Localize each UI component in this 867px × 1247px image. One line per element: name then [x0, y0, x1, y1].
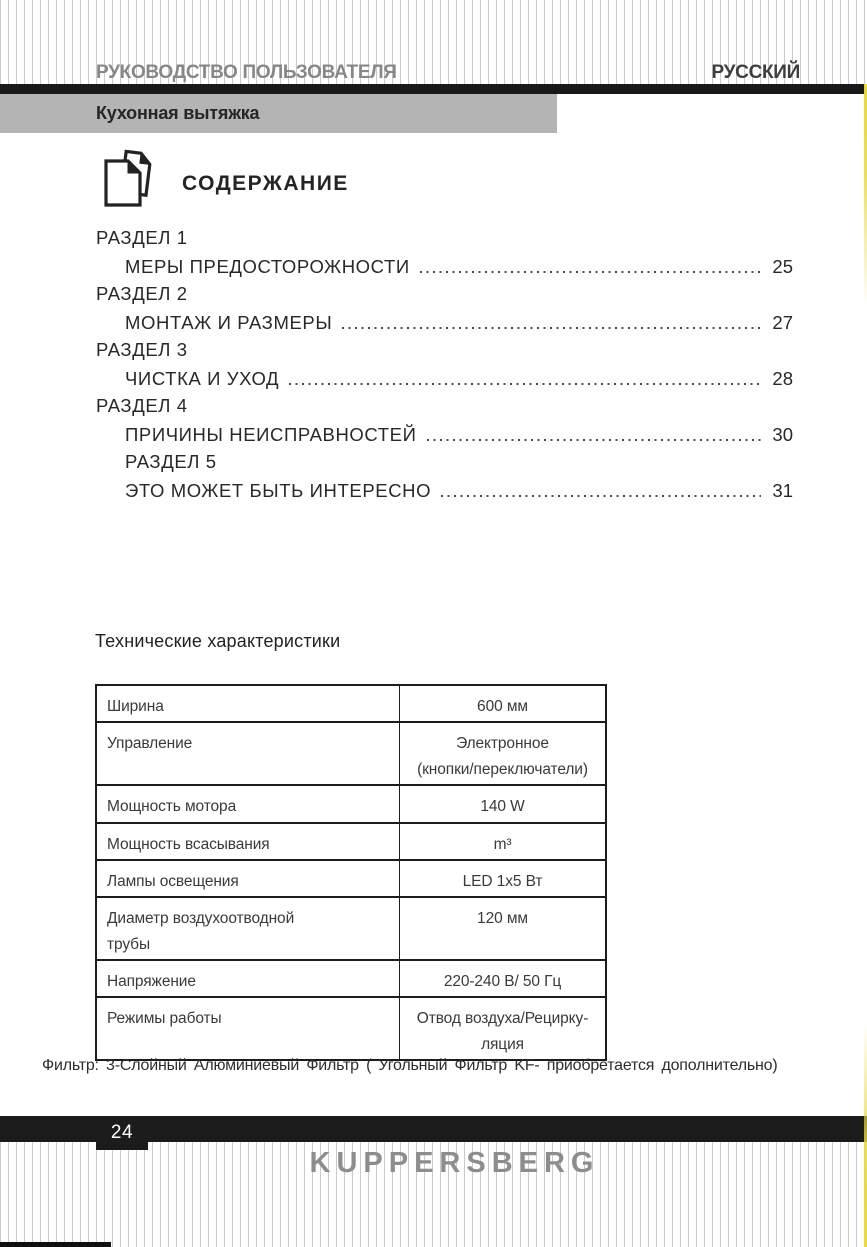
- spec-label-cell: [96, 960, 400, 997]
- spec-label: Ширина: [107, 698, 164, 715]
- spec-value: 120 мм: [477, 910, 528, 927]
- toc-leader-dots: [427, 438, 761, 441]
- table-row: [96, 997, 606, 1060]
- spec-value: Электронное: [456, 735, 549, 752]
- table-row: [96, 823, 606, 860]
- spec-value: 140 W: [480, 798, 525, 815]
- section-banner: [0, 94, 557, 133]
- contents-title: СОДЕРЖАНИЕ: [182, 171, 349, 195]
- page-number: 24: [110, 1122, 134, 1143]
- banner-label: Кухонная вытяжка: [96, 103, 260, 123]
- spec-label-cell: [96, 897, 400, 960]
- toc-page-number: 27: [772, 312, 793, 333]
- spec-label-cell: [96, 685, 400, 722]
- documents-icon: [100, 148, 156, 213]
- spec-value-cell: [400, 897, 607, 960]
- table-row: [96, 722, 606, 785]
- spec-value-cell: [400, 960, 607, 997]
- spec-value-cell: [400, 785, 607, 823]
- specs-table: [95, 684, 607, 1061]
- toc-section-label: РАЗДЕЛ 4: [96, 395, 188, 416]
- toc-entry: [96, 420, 793, 448]
- spec-value: 600 мм: [477, 698, 528, 715]
- table-row: [96, 860, 606, 897]
- spec-label: Управление: [107, 735, 193, 752]
- spec-label: Мощность всасывания: [107, 836, 270, 853]
- page-number-box: [96, 1116, 148, 1150]
- spec-value-line2: ляция: [481, 1036, 524, 1053]
- header-language-label: РУССКИЙ: [711, 62, 800, 83]
- spec-value: m³: [493, 836, 512, 853]
- table-row: [96, 685, 606, 722]
- toc-entry-title: ПРИЧИНЫ НЕИСПРАВНОСТЕЙ: [125, 424, 417, 445]
- spec-value-cell: [400, 997, 607, 1060]
- spec-label: Диаметр воздухоотводной: [107, 910, 295, 927]
- table-of-contents: [96, 224, 793, 504]
- contents-heading: [100, 148, 349, 213]
- spec-value-line2: (кнопки/переключатели): [417, 761, 588, 778]
- filter-note: Фильтр: 3-Слойный Алюминиевый Фильтр ( Угольный Фильтр KF- приобретается дополнительно): [42, 1057, 778, 1074]
- toc-section-label: РАЗДЕЛ 3: [96, 339, 188, 360]
- spec-label: Напряжение: [107, 973, 196, 990]
- toc-section-label: РАЗДЕЛ 2: [96, 283, 188, 304]
- toc-leader-dots: [420, 270, 761, 273]
- table-row: [96, 960, 606, 997]
- spec-value-cell: [400, 860, 607, 897]
- header-divider-bar: [0, 84, 867, 94]
- spec-label: Режимы работы: [107, 1010, 222, 1027]
- spec-value-cell: [400, 685, 607, 722]
- toc-section-label: РАЗДЕЛ 5: [125, 451, 217, 472]
- table-row: [96, 785, 606, 823]
- header-left-title: РУКОВОДСТВО ПОЛЬЗОВАТЕЛЯ: [96, 62, 397, 83]
- spec-label-cell: [96, 785, 400, 823]
- bottom-left-strip: [0, 1242, 111, 1247]
- spec-value-cell: [400, 722, 607, 785]
- spec-label-cell: [96, 722, 400, 785]
- spec-label: Лампы освещения: [107, 873, 239, 890]
- toc-page-number: 28: [772, 368, 793, 389]
- spec-label-cell: [96, 823, 400, 860]
- spec-label-cell: [96, 860, 400, 897]
- toc-page-number: 25: [772, 256, 793, 277]
- toc-entry-title: МОНТАЖ И РАЗМЕРЫ: [125, 312, 333, 333]
- toc-entry-title: ЭТО МОЖЕТ БЫТЬ ИНТЕРЕСНО: [125, 480, 432, 501]
- spec-value: LED 1x5 Вт: [462, 873, 543, 890]
- spec-label-line2: трубы: [107, 936, 150, 953]
- toc-entry-title: МЕРЫ ПРЕДОСТОРОЖНОСТИ: [125, 256, 410, 277]
- toc-page-number: 30: [772, 424, 793, 445]
- toc-entry: [96, 476, 793, 504]
- table-row: [96, 897, 606, 960]
- toc-leader-dots: [441, 494, 761, 497]
- toc-entry: [96, 308, 793, 336]
- specs-title: Технические характеристики: [95, 631, 341, 651]
- toc-section-label: РАЗДЕЛ 1: [96, 227, 188, 248]
- toc-page-number: 31: [772, 480, 793, 501]
- spec-label: Мощность мотора: [107, 798, 237, 815]
- brand-logo-text: KUPPERSBERG: [309, 1147, 600, 1179]
- toc-leader-dots: [289, 382, 761, 385]
- spec-value-cell: [400, 823, 607, 860]
- spec-value: Отвод воздуха/Рецирку-: [416, 1010, 589, 1027]
- toc-leader-dots: [342, 326, 761, 329]
- toc-entry: [96, 252, 793, 280]
- spec-value: 220-240 В/ 50 Гц: [443, 973, 562, 990]
- toc-entry: [96, 364, 793, 392]
- toc-entry-title: ЧИСТКА И УХОД: [125, 368, 280, 389]
- spec-label-cell: [96, 997, 400, 1060]
